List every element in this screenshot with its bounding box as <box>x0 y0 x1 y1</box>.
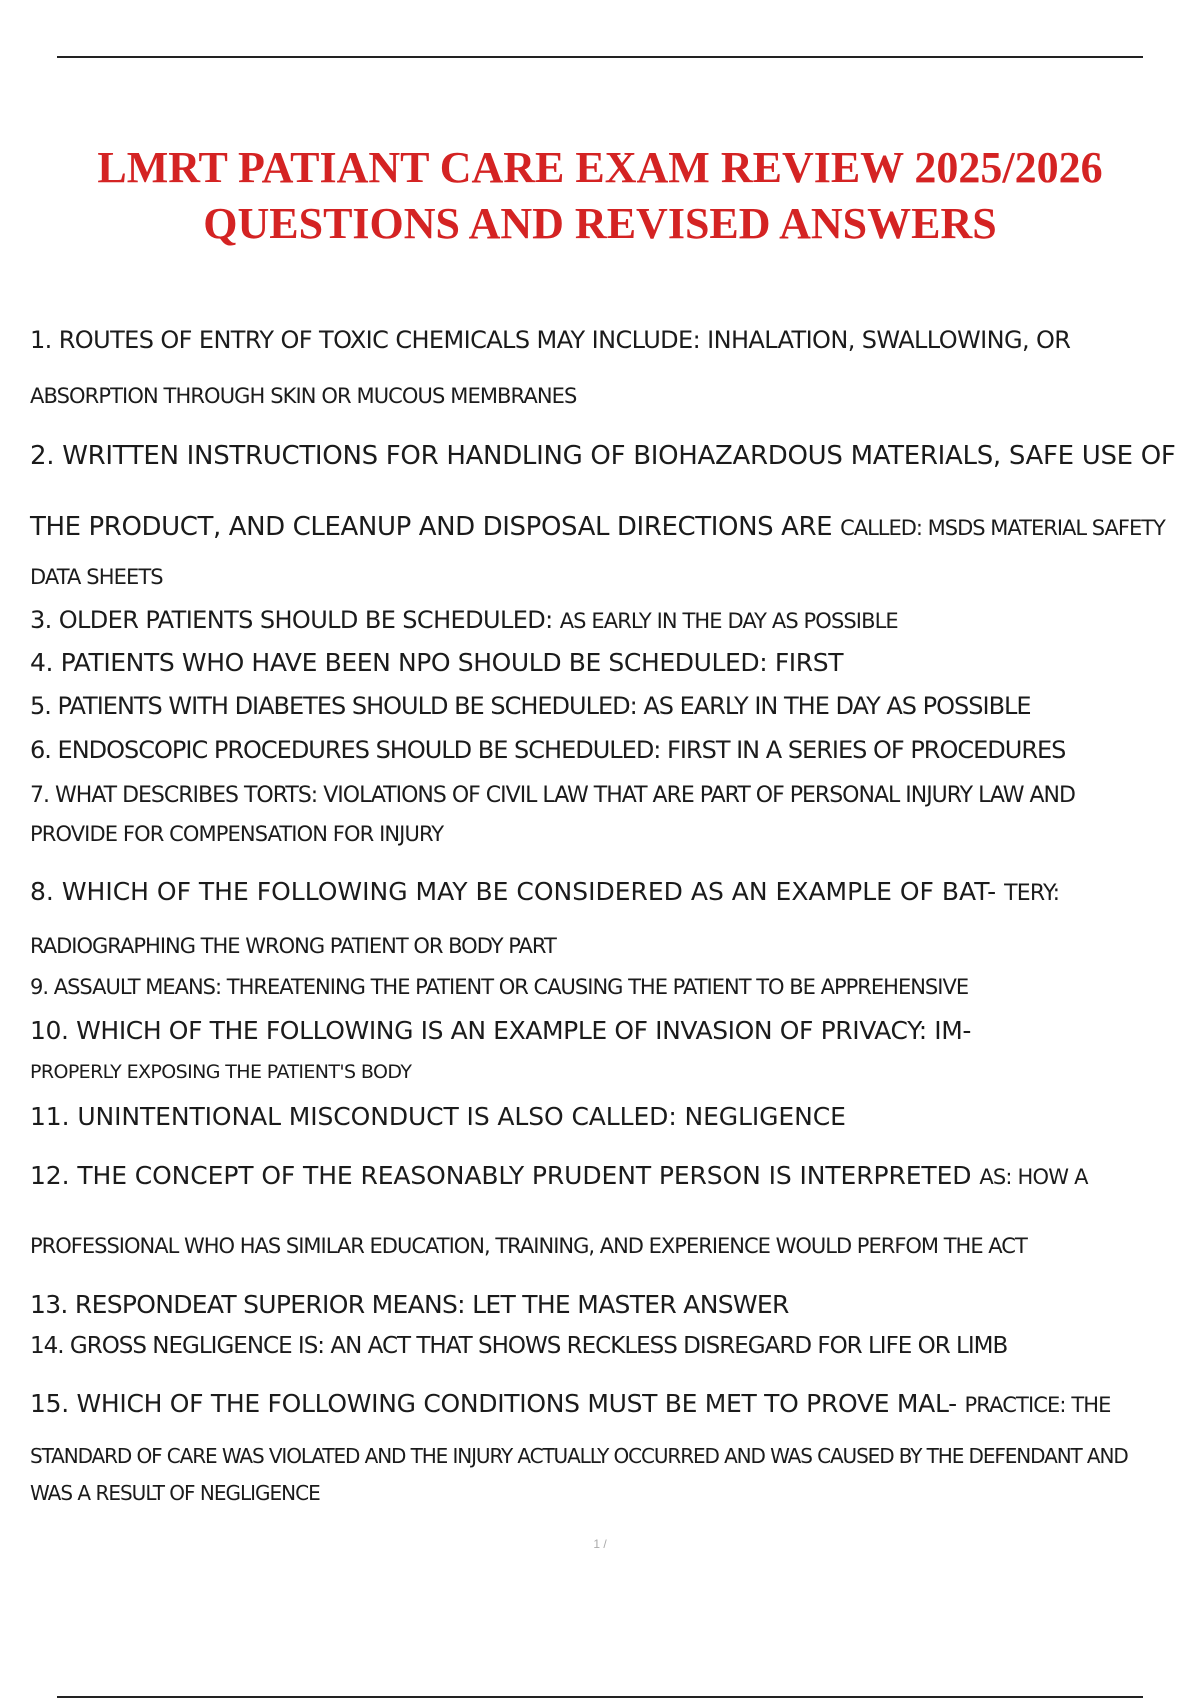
answer-1: ABSORPTION THROUGH SKIN OR MUCOUS MEMBRANES <box>30 384 577 408</box>
question-14: 14. GROSS NEGLIGENCE IS: AN ACT THAT SHOWS RECKLESS DISREGARD FOR LIFE OR LIMB <box>30 1333 1008 1359</box>
answer-10: PROPERLY EXPOSING THE PATIENT'S BODY <box>30 1061 412 1083</box>
question-15: 15. WHICH OF THE FOLLOWING CONDITIONS MUST BE MET TO PROVE MAL- PRACTICE: THE <box>30 1389 1111 1418</box>
document-title <box>0 140 1200 252</box>
question-2-continued: THE PRODUCT, AND CLEANUP AND DISPOSAL DIRECTIONS ARE CALLED: MSDS MATERIAL SAFETY <box>30 512 1165 542</box>
question-12: 12. THE CONCEPT OF THE REASONABLY PRUDENT PERSON IS INTERPRETED AS: HOW A <box>30 1161 1088 1190</box>
title-line-1: LMRT PATIANT CARE EXAM REVIEW 2025/2026 <box>97 143 1103 192</box>
question-13: 13. RESPONDEAT SUPERIOR MEANS: LET THE MASTER ANSWER <box>30 1290 789 1319</box>
answer-15: STANDARD OF CARE WAS VIOLATED AND THE INJURY ACTUALLY OCCURRED AND WAS CAUSED BY THE DEFENDANT AND <box>30 1444 1128 1468</box>
answer-7: PROVIDE FOR COMPENSATION FOR INJURY <box>30 822 444 846</box>
title-line-2: QUESTIONS AND REVISED ANSWERS <box>203 199 997 248</box>
question-10: 10. WHICH OF THE FOLLOWING IS AN EXAMPLE OF INVASION OF PRIVACY: IM- <box>30 1016 972 1045</box>
question-11: 11. UNINTENTIONAL MISCONDUCT IS ALSO CALLED: NEGLIGENCE <box>30 1102 846 1131</box>
page-number: 1 / <box>593 1537 607 1551</box>
answer-12: PROFESSIONAL WHO HAS SIMILAR EDUCATION, TRAINING, AND EXPERIENCE WOULD PERFOM THE ACT <box>30 1234 1027 1258</box>
answer-15-continued: WAS A RESULT OF NEGLIGENCE <box>30 1481 320 1505</box>
question-8: 8. WHICH OF THE FOLLOWING MAY BE CONSIDERED AS AN EXAMPLE OF BAT- TERY: <box>30 877 1060 906</box>
question-7: 7. WHAT DESCRIBES TORTS: VIOLATIONS OF CIVIL LAW THAT ARE PART OF PERSONAL INJURY LAW AND <box>30 783 1075 808</box>
question-5: 5. PATIENTS WITH DIABETES SHOULD BE SCHEDULED: AS EARLY IN THE DAY AS POSSIBLE <box>30 692 1031 720</box>
question-6: 6. ENDOSCOPIC PROCEDURES SHOULD BE SCHEDULED: FIRST IN A SERIES OF PROCEDURES <box>30 736 1066 764</box>
question-3: 3. OLDER PATIENTS SHOULD BE SCHEDULED: AS EARLY IN THE DAY AS POSSIBLE <box>30 606 898 634</box>
answer-8: RADIOGRAPHING THE WRONG PATIENT OR BODY PART <box>30 934 556 958</box>
bottom-rule <box>57 1696 1143 1698</box>
answer-2-continued: DATA SHEETS <box>30 565 163 589</box>
question-9: 9. ASSAULT MEANS: THREATENING THE PATIENT OR CAUSING THE PATIENT TO BE APPREHENSIVE <box>30 975 969 999</box>
question-1: 1. ROUTES OF ENTRY OF TOXIC CHEMICALS MAY INCLUDE: INHALATION, SWALLOWING, OR <box>30 326 1071 354</box>
question-2: 2. WRITTEN INSTRUCTIONS FOR HANDLING OF BIOHAZARDOUS MATERIALS, SAFE USE OF <box>30 441 1176 471</box>
top-rule <box>57 56 1143 58</box>
question-4: 4. PATIENTS WHO HAVE BEEN NPO SHOULD BE SCHEDULED: FIRST <box>30 648 844 677</box>
